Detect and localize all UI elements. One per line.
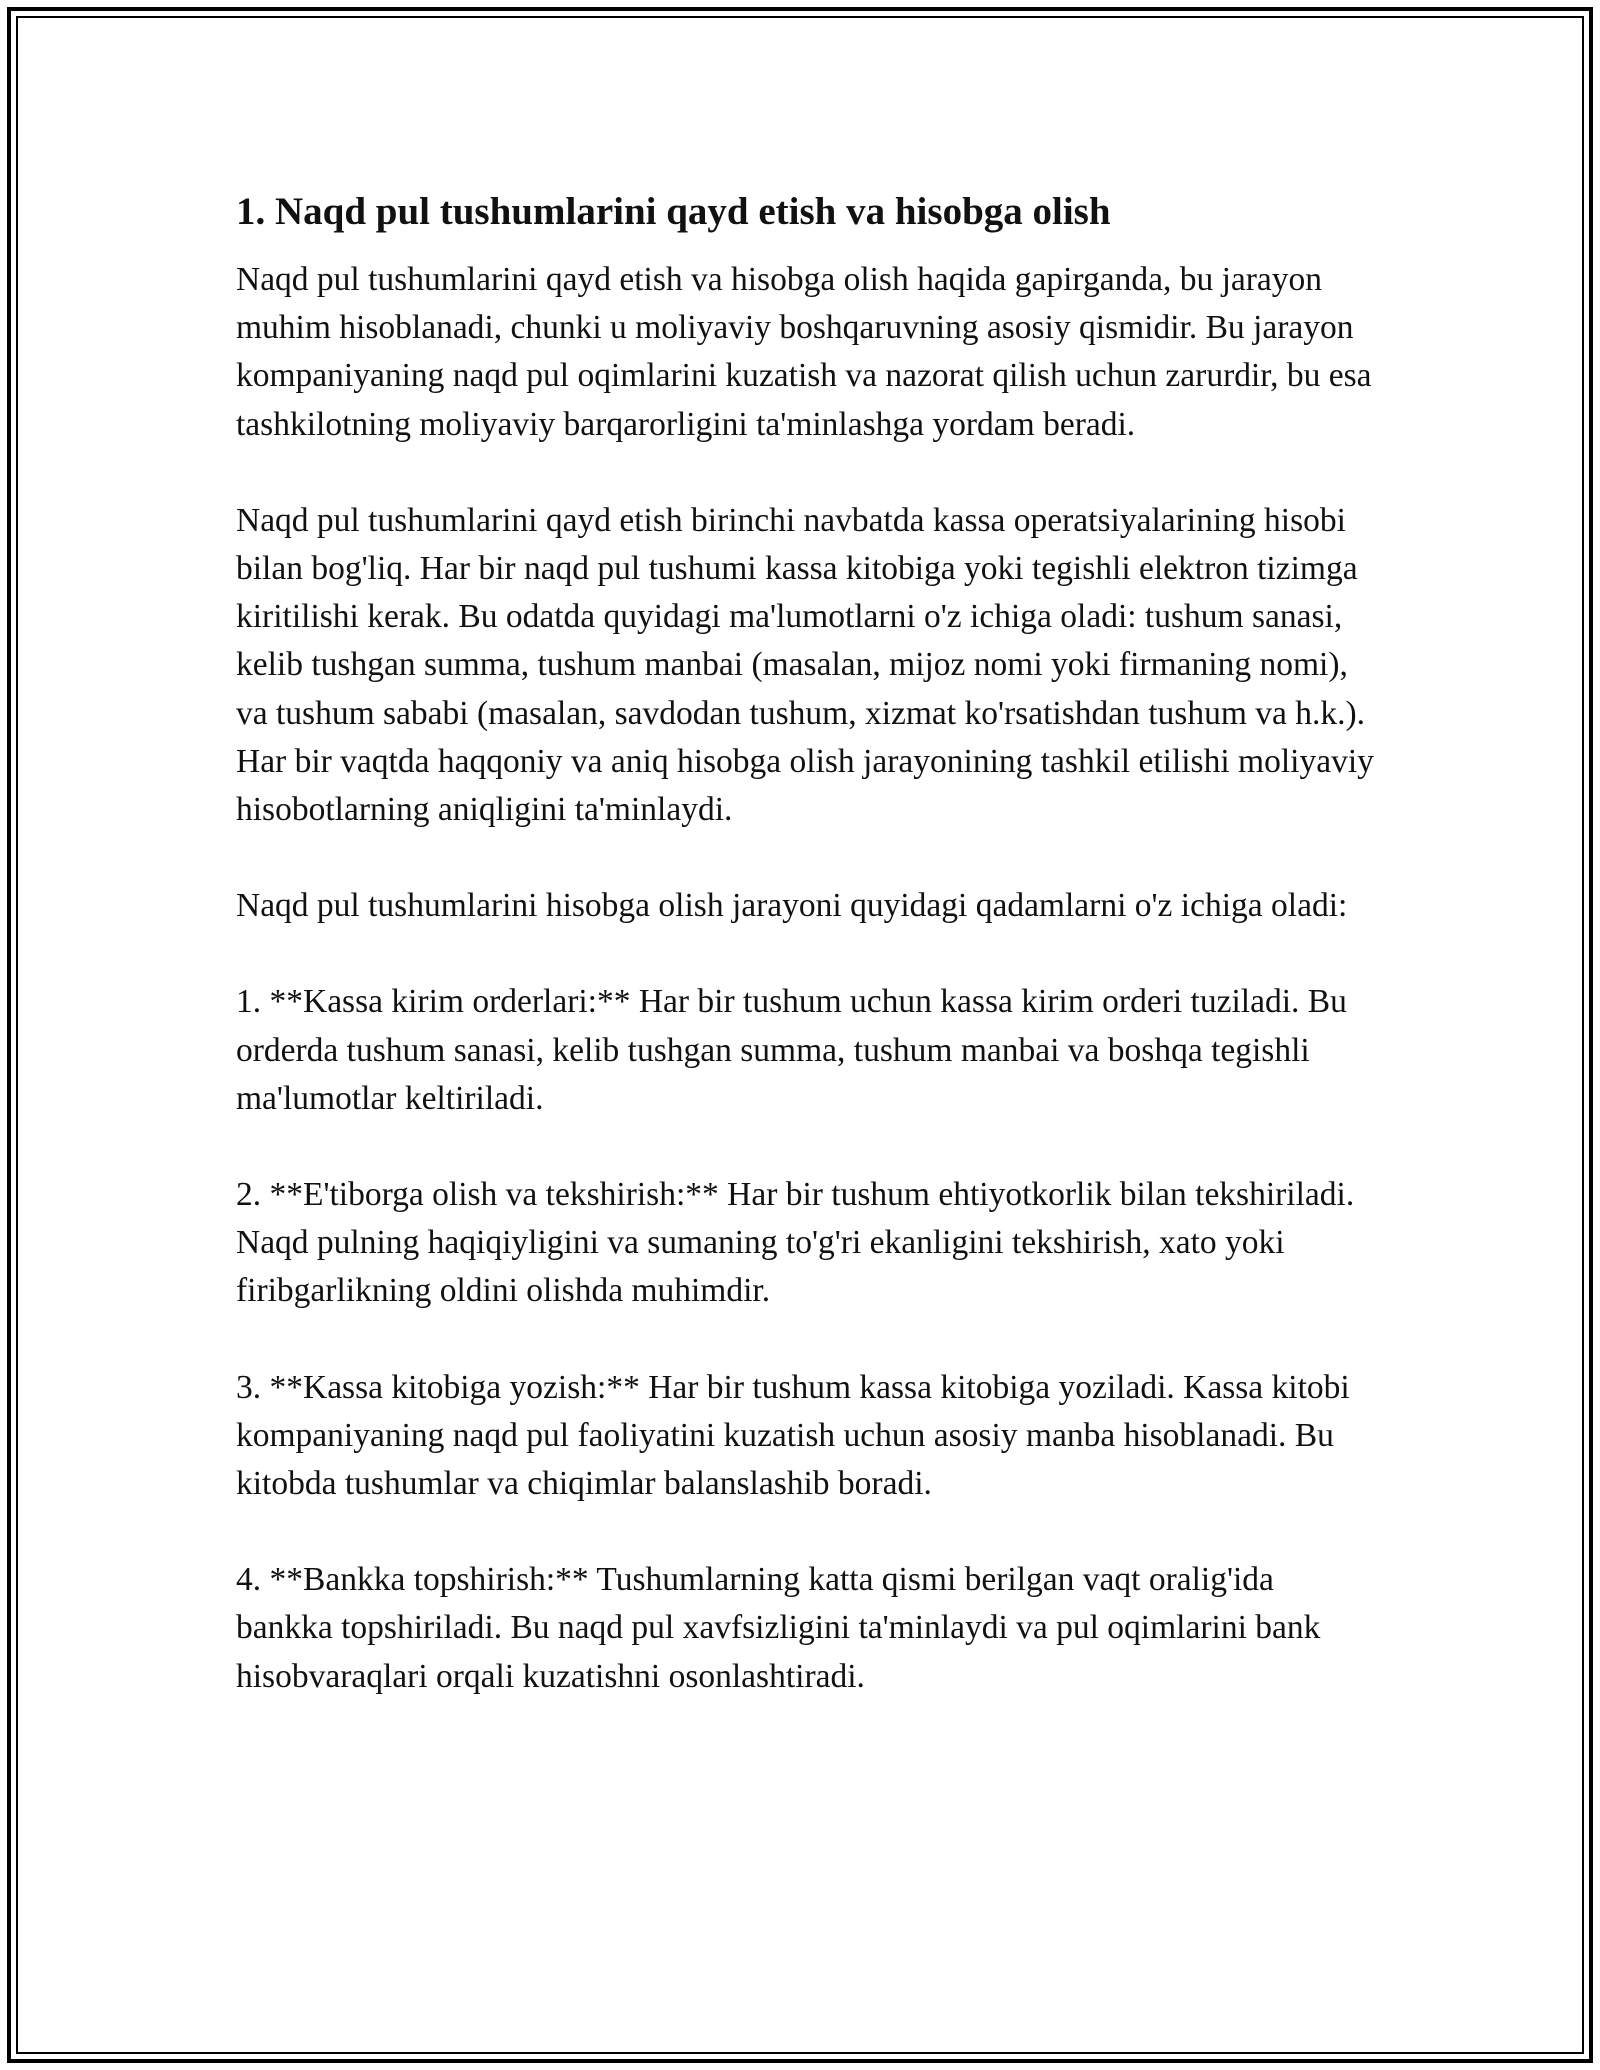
paragraph-intro: Naqd pul tushumlarini qayd etish va hisobga olish haqida gapirganda, bu jarayon muhim hisoblanadi, chunki u moliyaviy boshqaruvning asosiy qismidir. Bu jarayon kompaniyaning naqd pul oqimlarini kuzatish va nazorat qilish uchun zarurdir, bu esa tashkilotning moliyaviy barqarorligini ta'minlashga yordam beradi. [236,261,1372,443]
paragraph-step-3: 3. **Kassa kitobiga yozish:** Har bir tushum kassa kitobiga yoziladi. Kassa kitobi kompaniyaning naqd pul faoliyatini kuzatish uchun asosiy manba hisoblanadi. Bu kitobda tushumlar va chiqimlar balanslashib boradi. [236,1368,1350,1503]
paragraph-step-2: 2. **E'tiborga olish va tekshirish:** Har bir tushum ehtiyotkorlik bilan tekshiriladi. Naqd pulning haqiqiyligini va sumaning to'g'ri ekanligini tekshirish, xato yoki firibgarlikning oldini olishda muhimdir. [236,1176,1355,1310]
paragraph-step-1: 1. **Kassa kirim orderlari:** Har bir tushum uchun kassa kirim orderi tuziladi. Bu orderda tushum sanasi, kelib tushgan summa, tushum manbai va boshqa tegishli ma'lumotlar keltiriladi. [236,983,1347,1117]
paragraph-step-4: 4. **Bankka topshirish:** Tushumlarning katta qismi berilgan vaqt oralig'ida bankka topshiriladi. Bu naqd pul xavfsizligini ta'minlaydi va pul oqimlarini bank hisobvaraqlari orqali kuzatishni osonlashtiradi. [236,1561,1321,1695]
document-body [236,186,1376,1701]
paragraph-recording: Naqd pul tushumlarini qayd etish birinchi navbatda kassa operatsiyalarining hisobi bilan bog'liq. Har bir naqd pul tushumi kassa kitobiga yoki tegishli elektron tizimga kiritilishi kerak. Bu odatda quyidagi ma'lumotlarni o'z ichiga oladi: tushum sanasi, kelib tushgan summa, tushum manbai (masalan, mijoz nomi yoki firmaning nomi), va tushum sababi (masalan, savdodan tushum, xizmat ko'rsatishdan tushum va h.k.). Har bir vaqtda haqqoniy va aniq hisobga olish jarayonining tashkil etilishi moliyaviy hisobotlarning aniqligini ta'minlaydi. [236,501,1374,829]
paragraph-steps-intro: Naqd pul tushumlarini hisobga olish jarayoni quyidagi qadamlarni o'z ichiga oladi: [236,887,1348,925]
section-heading: 1. Naqd pul tushumlarini qayd etish va hisobga olish [236,190,1111,233]
